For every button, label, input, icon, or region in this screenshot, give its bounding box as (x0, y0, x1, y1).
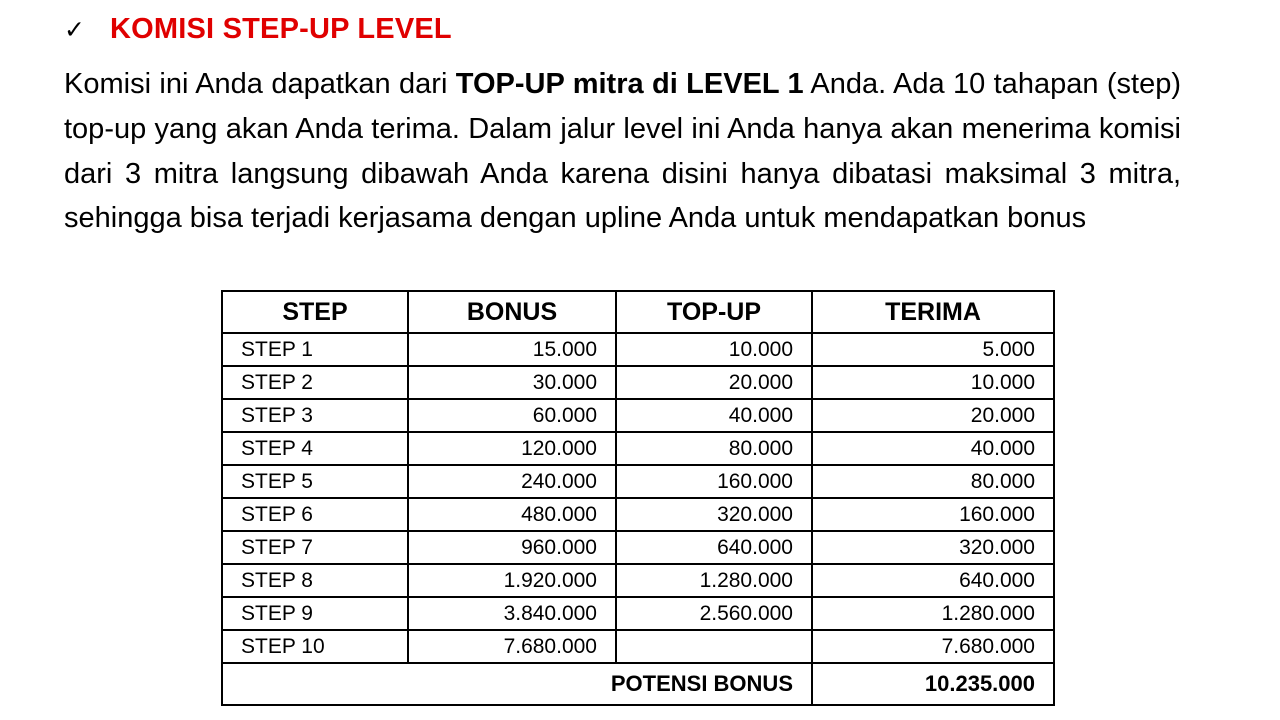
topup-cell: 160.000 (616, 465, 812, 498)
table-body (222, 333, 1054, 663)
check-icon: ✓ (64, 14, 85, 44)
topup-cell: 10.000 (616, 333, 812, 366)
table-row (222, 498, 1054, 531)
section-title: KOMISI STEP-UP LEVEL (110, 12, 452, 45)
table-row (222, 597, 1054, 630)
topup-cell: 40.000 (616, 399, 812, 432)
potensi-bonus-value: 10.235.000 (812, 663, 1054, 705)
step-cell: STEP 3 (222, 399, 408, 432)
bonus-cell: 3.840.000 (408, 597, 616, 630)
step-cell: STEP 8 (222, 564, 408, 597)
terima-cell: 20.000 (812, 399, 1054, 432)
step-cell: STEP 10 (222, 630, 408, 663)
step-cell: STEP 1 (222, 333, 408, 366)
step-cell: STEP 7 (222, 531, 408, 564)
table-row (222, 432, 1054, 465)
topup-cell (616, 630, 812, 663)
step-cell: STEP 9 (222, 597, 408, 630)
terima-cell: 640.000 (812, 564, 1054, 597)
table-row (222, 399, 1054, 432)
step-cell: STEP 6 (222, 498, 408, 531)
description-text-2: Anda. Ada 10 tahapan (step) top-up yang akan Anda terima. Dalam jalur level ini Anda hanya akan menerima komisi dari 3 mitra langsung dibawah Anda karena disini hanya dibatasi maksimal 3 mitra, sehingga bisa terjadi kerjasama dengan upline Anda untuk mendapatkan bonus (64, 68, 1181, 235)
terima-cell: 10.000 (812, 366, 1054, 399)
terima-cell: 5.000 (812, 333, 1054, 366)
bonus-cell: 1.920.000 (408, 564, 616, 597)
table-row (222, 366, 1054, 399)
header-bonus: BONUS (408, 291, 616, 333)
section-heading (64, 8, 452, 50)
header-terima: TERIMA (812, 291, 1054, 333)
topup-cell: 320.000 (616, 498, 812, 531)
topup-cell: 640.000 (616, 531, 812, 564)
bonus-cell: 7.680.000 (408, 630, 616, 663)
terima-cell: 160.000 (812, 498, 1054, 531)
bonus-cell: 240.000 (408, 465, 616, 498)
table-row (222, 564, 1054, 597)
topup-cell: 1.280.000 (616, 564, 812, 597)
step-cell: STEP 2 (222, 366, 408, 399)
potensi-bonus-label: POTENSI BONUS (222, 663, 812, 705)
description-bold-text: TOP-UP mitra di LEVEL 1 (455, 68, 804, 100)
table-header-row (222, 291, 1054, 333)
description-paragraph (64, 62, 1181, 241)
table-row (222, 531, 1054, 564)
table-row (222, 630, 1054, 663)
terima-cell: 80.000 (812, 465, 1054, 498)
bonus-cell: 30.000 (408, 366, 616, 399)
header-step: STEP (222, 291, 408, 333)
bonus-cell: 960.000 (408, 531, 616, 564)
step-cell: STEP 5 (222, 465, 408, 498)
step-cell: STEP 4 (222, 432, 408, 465)
terima-cell: 320.000 (812, 531, 1054, 564)
bonus-cell: 60.000 (408, 399, 616, 432)
table-row (222, 333, 1054, 366)
header-topup: TOP-UP (616, 291, 812, 333)
description-text-1: Komisi ini Anda dapatkan dari (64, 68, 456, 100)
terima-cell: 40.000 (812, 432, 1054, 465)
table-row (222, 465, 1054, 498)
table-footer-row (222, 663, 1054, 705)
topup-cell: 20.000 (616, 366, 812, 399)
bonus-cell: 120.000 (408, 432, 616, 465)
topup-cell: 2.560.000 (616, 597, 812, 630)
bonus-cell: 15.000 (408, 333, 616, 366)
commission-table (221, 290, 1055, 706)
terima-cell: 1.280.000 (812, 597, 1054, 630)
topup-cell: 80.000 (616, 432, 812, 465)
terima-cell: 7.680.000 (812, 630, 1054, 663)
bonus-cell: 480.000 (408, 498, 616, 531)
